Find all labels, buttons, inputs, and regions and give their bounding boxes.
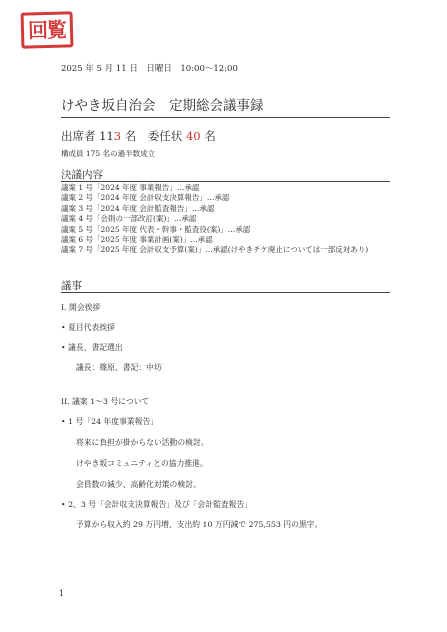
attendance-line — [61, 128, 216, 144]
attendees-label: 出席者 11 — [61, 129, 114, 143]
title-divider — [61, 117, 390, 118]
resolutions-heading: 決議内容 — [61, 169, 103, 181]
section1-title: I. 開会挨拶 — [61, 303, 101, 312]
stamp-text: 回覧 — [27, 17, 67, 43]
section2-line: 将来に負担が掛からない活動の検討。 — [76, 438, 209, 447]
section2-line: けやき坂コミュニティとの協力推進。 — [76, 459, 208, 468]
proxies-unit: 名 — [200, 129, 216, 143]
meeting-date: 2025 年 5 月 11 日 日曜日 10:00～12:00 — [61, 64, 238, 74]
section2-title: II. 議案 1～3 号について — [61, 397, 150, 406]
section2-bullet1: • 1 号「24 年度事業報告」 — [61, 417, 159, 426]
proceedings-heading: 議事 — [61, 280, 82, 292]
proceedings-divider — [61, 292, 390, 293]
section1-bullet2: • 議長、書記選出 — [61, 343, 123, 352]
resolution-item: 議案 6 号「2025 年度 事業計画(案)」…承認 — [61, 235, 213, 245]
page-number: 1 — [59, 589, 65, 598]
section2-bullet2: • 2、3 号「会計収支決算報告」及び「会計監査報告」 — [61, 500, 253, 509]
section1-bullet1: • 夏目代表挨拶 — [61, 323, 115, 332]
circulation-stamp — [21, 11, 74, 48]
quorum-note: 構成員 175 名の過半数成立 — [61, 149, 156, 158]
section2-line: 会員数の減少、高齢化対策の検討。 — [76, 480, 201, 489]
resolution-item: 議案 5 号「2025 年度 代表・幹事・監査役(案)」…承認 — [61, 224, 251, 234]
resolution-item: 議案 1 号「2024 年度 事業報告」…承認 — [61, 183, 200, 192]
resolution-item: 議案 2 号「2024 年度 会計収支決算報告」…承認 — [61, 193, 230, 203]
resolutions-divider — [61, 181, 390, 182]
resolution-item: 議案 4 号「会則の一部改訂(案)」…承認 — [61, 214, 197, 224]
section2-line: 予算から収入約 29 万円増、支出約 10 万円減で 275,553 円の黒字。 — [76, 520, 323, 529]
resolution-item: 議案 3 号「2024 年度 会計監査報告」…承認 — [61, 203, 215, 213]
resolutions-list — [61, 183, 368, 256]
resolution-item: 議案 7 号「2025 年度 会計収支予算(案)」…承認(けやきチケ廃止については一部反対あり) — [61, 245, 369, 255]
proxies-count: 40 — [185, 129, 201, 143]
attendees-unit: 名 委任状 — [121, 129, 186, 143]
section1-detail: 議長：篠原、書記：中坊 — [76, 363, 162, 372]
attendees-highlight: 3 — [113, 129, 122, 143]
document-title: けやき坂自治会 定期総会議事録 — [61, 98, 264, 114]
